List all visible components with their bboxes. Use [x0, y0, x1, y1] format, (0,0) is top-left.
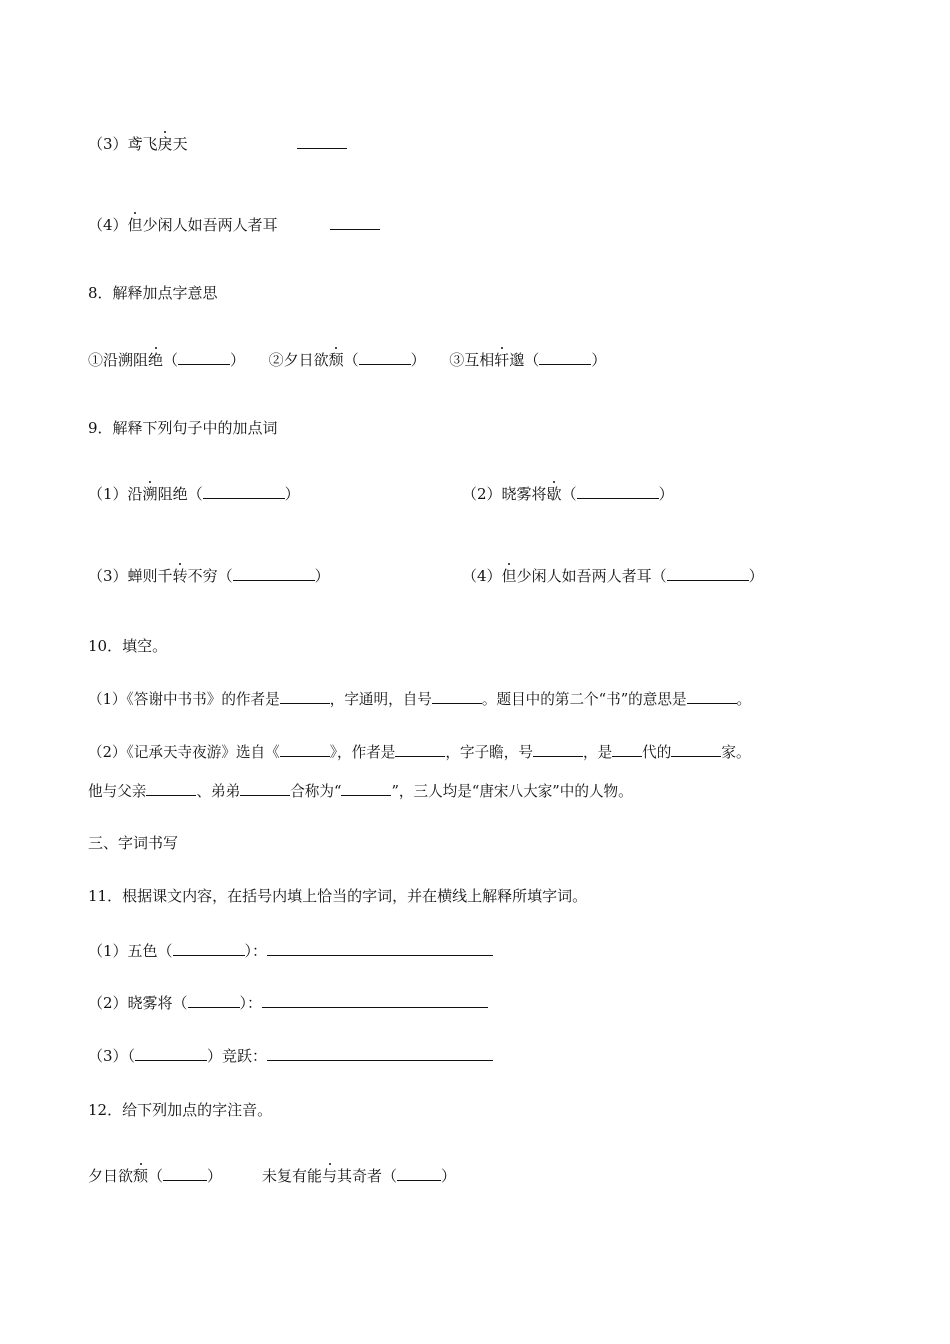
q8-items: [88, 350, 606, 370]
q8-item-a: ①沿溯阻绝（ ）: [88, 351, 246, 369]
q9-d-blank[interactable]: [667, 566, 749, 581]
q10-l2-blank2[interactable]: [395, 742, 445, 757]
q12-b-dotted-char: 与: [322, 1167, 338, 1185]
q7-item4-pre: （4）: [88, 216, 128, 234]
q10-l2-blank4[interactable]: [612, 742, 642, 757]
q7-item3-answer-blank[interactable]: [297, 134, 347, 149]
q8-b-dotted-char: 颓: [328, 351, 344, 369]
q9-item-a: （1）沿溯阻绝（ ）: [88, 485, 300, 503]
q10-line3: 他与父亲 、弟弟 合称为“ ”，三人均是“唐宋八大家”中的人物。: [88, 783, 633, 800]
q12-item-a: 夕日欲颓（ ）: [88, 1167, 223, 1185]
q10-title: 10．填空。: [88, 637, 168, 655]
q8-item-b: ②夕日欲颓（ ）: [268, 351, 426, 369]
q9-title: 9．解释下列句子中的加点词: [88, 419, 278, 437]
q11-c-explain-line[interactable]: [267, 1046, 493, 1061]
q11-item-a: （1）五色（ ）：: [88, 941, 493, 961]
q11-a-explain-line[interactable]: [267, 941, 493, 956]
q10-l2-blank3[interactable]: [533, 742, 583, 757]
q11-c-word-blank[interactable]: [135, 1046, 207, 1061]
q9-item-b: （2）晓雾将歇（ ）: [462, 485, 674, 503]
q12-title: 12．给下列加点的字注音。: [88, 1101, 273, 1119]
q12-a-blank[interactable]: [163, 1166, 207, 1181]
q11-a-word-blank[interactable]: [173, 941, 245, 956]
q9-c-dotted-char: 转: [172, 567, 188, 585]
q7-item4-post: 少闲人如吾两人者耳: [142, 216, 278, 234]
section-heading: 三、字词书写: [88, 834, 179, 852]
q10-l2-blank1[interactable]: [280, 742, 330, 757]
q10-l3-blank3[interactable]: [341, 781, 391, 796]
q8-a-blank[interactable]: [178, 350, 230, 365]
q8-c-blank[interactable]: [539, 350, 591, 365]
q11-item-c: （3）（ ）竞跃：: [88, 1046, 493, 1066]
q8-b-blank[interactable]: [359, 350, 411, 365]
q9-a-dotted-char: 溯: [142, 485, 158, 503]
q10-l3-blank1[interactable]: [146, 781, 196, 796]
q7-item3-dotted-char: 戾: [157, 135, 173, 153]
q10-l1-blank1[interactable]: [280, 689, 330, 704]
q8-item-c: ③互相轩邈（ ）: [449, 351, 607, 369]
q10-line1: （1）《答谢中书书》的作者是 ，字通明，自号 。题目中的第二个“书”的意思是 。: [88, 691, 752, 708]
q11-item-b: （2）晓雾将（ ）：: [88, 993, 488, 1013]
q12-b-blank[interactable]: [397, 1166, 441, 1181]
q9-c-blank[interactable]: [233, 566, 315, 581]
q10-l2-blank5[interactable]: [671, 742, 721, 757]
q12-item-b: 未复有能与其奇者（ ）: [262, 1167, 457, 1185]
q9-b-blank[interactable]: [577, 484, 659, 499]
q11-title: 11．根据课文内容，在括号内填上恰当的字词，并在横线上解释所填字词。: [88, 887, 588, 905]
q7-item4-answer-blank[interactable]: [330, 215, 380, 230]
q8-title: 8．解释加点字意思: [88, 284, 218, 302]
q7-item4-dotted-char: 但: [127, 216, 143, 234]
q8-c-dotted-char: 轩: [494, 351, 510, 369]
q9-item-d: （4）但少闲人如吾两人者耳（ ）: [462, 567, 764, 585]
q9-item-c: （3）蝉则千转不穷（ ）: [88, 567, 330, 585]
q9-a-blank[interactable]: [203, 484, 285, 499]
q10-l1-blank3[interactable]: [687, 689, 737, 704]
q7-item3-post: 天: [172, 135, 188, 153]
q12-a-dotted-char: 颓: [133, 1167, 149, 1185]
q10-l1-blank2[interactable]: [432, 689, 482, 704]
q7-item3: [88, 134, 188, 154]
q10-l3-blank2[interactable]: [240, 781, 290, 796]
q10-line2: （2）《记承天寺夜游》选自《 》，作者是 ，字子瞻，号 ，是 代的 家。: [88, 744, 751, 761]
q7-item3-pre: （3）鸢飞: [88, 135, 158, 153]
q8-a-dotted-char: 绝: [148, 351, 164, 369]
q11-b-explain-line[interactable]: [262, 993, 488, 1008]
q11-b-word-blank[interactable]: [188, 993, 240, 1008]
q9-b-dotted-char: 歇: [546, 485, 562, 503]
q7-item4: [88, 215, 278, 235]
q9-d-dotted-char: 但: [501, 567, 517, 585]
